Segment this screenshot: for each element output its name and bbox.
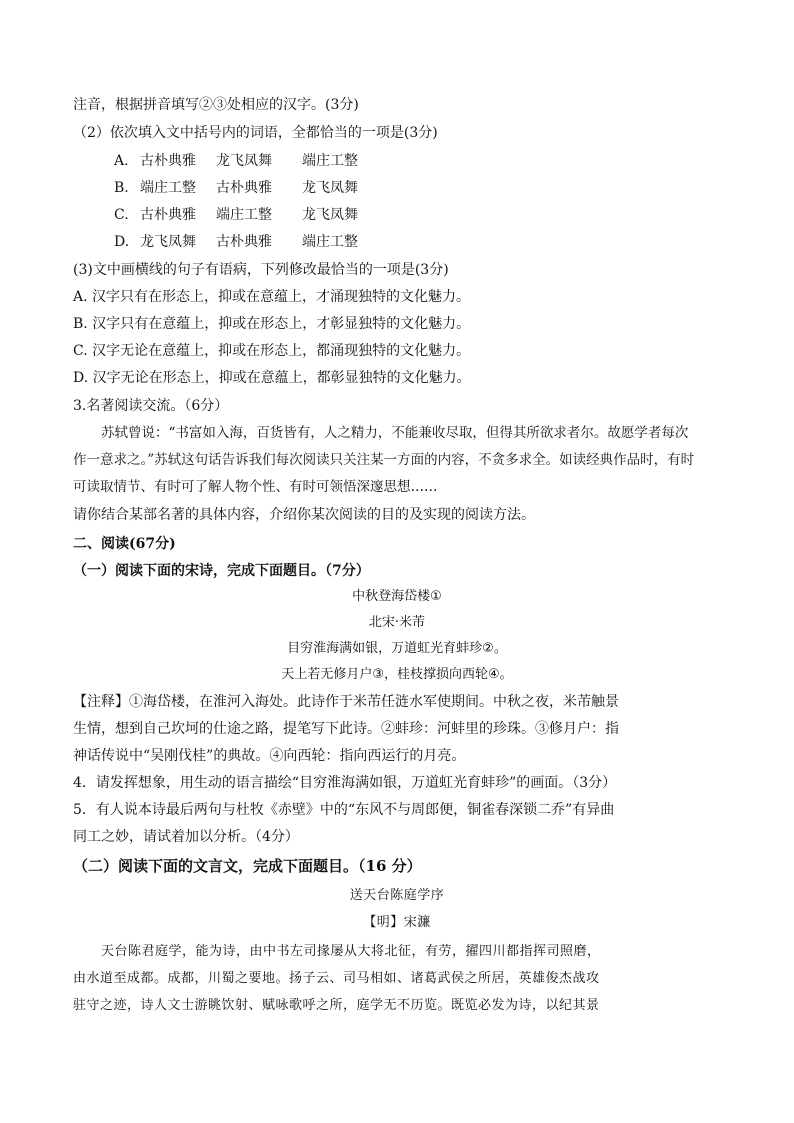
option-d <box>114 233 358 251</box>
option-word: 端庄工整 <box>302 153 358 169</box>
q4-question: 4．请发挥想象，用生动的语言描绘“目穷淮海满如银，万道虹光育蚌珍”的画面。（3分） <box>73 775 617 791</box>
option-word: 古朴典雅 <box>140 153 196 169</box>
poem-title: 中秋登海岱楼① <box>352 589 442 604</box>
prose-author: 【明】宋濂 <box>363 915 431 930</box>
note-line: 【注释】①海岱楼，在淮河入海处。此诗作于米芾任涟水军使期间。中秋之夜，米芾触景 <box>73 694 619 710</box>
option-word: 端庄工整 <box>216 207 272 223</box>
sub3-option-b: B. 汉字只有在意蕴上，抑或在形态上，才彰显独特的文化魅力。 <box>73 316 471 332</box>
prose-title: 送天台陈庭学序 <box>349 888 445 903</box>
option-word: 龙飞凤舞 <box>140 234 196 250</box>
poem-line: 目穷淮海满如银，万道虹光育蚌珍②。 <box>287 641 507 656</box>
option-b <box>114 179 358 197</box>
q3-paragraph-line: 作一意求之。”苏轼这句话告诉我们每次阅读只关注某一方面的内容，不贪多求全。如读经典作品时，有时 <box>73 452 695 468</box>
section-title: 二、阅读(67分) <box>73 536 176 552</box>
prose-line: 由水道至成都。成都，川蜀之要地。扬子云、司马相如、诸葛武侯之所居，英雄俊杰战攻 <box>73 971 600 986</box>
option-word: 古朴典雅 <box>216 180 272 196</box>
part2-title: （二）阅读下面的文言文，完成下面题目。（16 分） <box>73 857 422 875</box>
option-word: 端庄工整 <box>302 234 358 250</box>
q3-paragraph-line: 可读取情节、有时可了解人物个性、有时可领悟深邃思想…… <box>73 479 438 495</box>
option-word: 龙飞凤舞 <box>216 153 272 169</box>
q2-intro-continuation: 注音，根据拼音填写②③处相应的汉字。(3分) <box>73 97 359 113</box>
option-word: 端庄工整 <box>140 180 196 196</box>
option-word: 古朴典雅 <box>216 234 272 250</box>
option-c <box>114 206 358 224</box>
option-label: A. <box>114 153 129 169</box>
poem-line: 天上若无修月户③，桂枝撑损向西轮④。 <box>281 667 513 682</box>
sub3-option-a: A. 汉字只有在形态上，抑或在意蕴上，才涌现独特的文化魅力。 <box>73 289 471 305</box>
q5-question-line: 5．有人说本诗最后两句与杜牧《赤壁》中的“东风不与周郎便，铜雀春深锁二乔”有异曲 <box>73 802 615 818</box>
option-word: 龙飞凤舞 <box>302 207 358 223</box>
option-a <box>114 152 358 170</box>
option-word: 古朴典雅 <box>140 207 196 223</box>
prose-line: 驻守之迹，诗人文士游眺饮射、赋咏歌呼之所，庭学无不历览。既览必发为诗，以纪其景 <box>73 998 600 1013</box>
poem-author: 北宋·米芾 <box>368 615 426 630</box>
q5-question-line: 同工之妙，请试着加以分析。（4分） <box>73 829 299 845</box>
q2-sub3-question: (3)文中画横线的句子有语病，下列修改最恰当的一项是(3分) <box>73 262 449 278</box>
prose-line: 天台陈君庭学，能为诗，由中书左司掾屡从大将北征，有劳，擢四川都指挥司照磨， <box>101 944 601 959</box>
option-word: 龙飞凤舞 <box>302 180 358 196</box>
part1-title: （一）阅读下面的宋诗，完成下面题目。（7分） <box>73 563 370 579</box>
option-label: C. <box>114 207 129 223</box>
q3-paragraph-line: 苏轼曾说：“书富如入海，百货皆有，人之精力，不能兼收尽取，但得其所欲求者尔。故愿学者每次 <box>101 425 689 441</box>
q2-sub2-question: （2）依次填入文中括号内的词语，全都恰当的一项是(3分) <box>73 125 438 141</box>
q3-title: 3.名著阅读交流。（6分） <box>73 398 229 414</box>
sub3-option-c: C. 汉字无论在意蕴上，抑或在形态上，都涌现独特的文化魅力。 <box>73 343 471 359</box>
note-line: 神话传说中“吴刚伐桂”的典故。④向西轮：指向西运行的月亮。 <box>73 748 466 764</box>
option-label: B. <box>114 180 129 196</box>
note-line: 生情，想到自己坎坷的仕途之路，提笔写下此诗。②蚌珍：河蚌里的珍珠。③修月户：指 <box>73 721 619 737</box>
sub3-option-d: D. 汉字无论在形态上，抑或在意蕴上，都彰显独特的文化魅力。 <box>73 370 471 386</box>
option-label: D. <box>114 234 130 250</box>
q3-task: 请你结合某部名著的具体内容，介绍你某次阅读的目的及实现的阅读方法。 <box>73 507 535 523</box>
